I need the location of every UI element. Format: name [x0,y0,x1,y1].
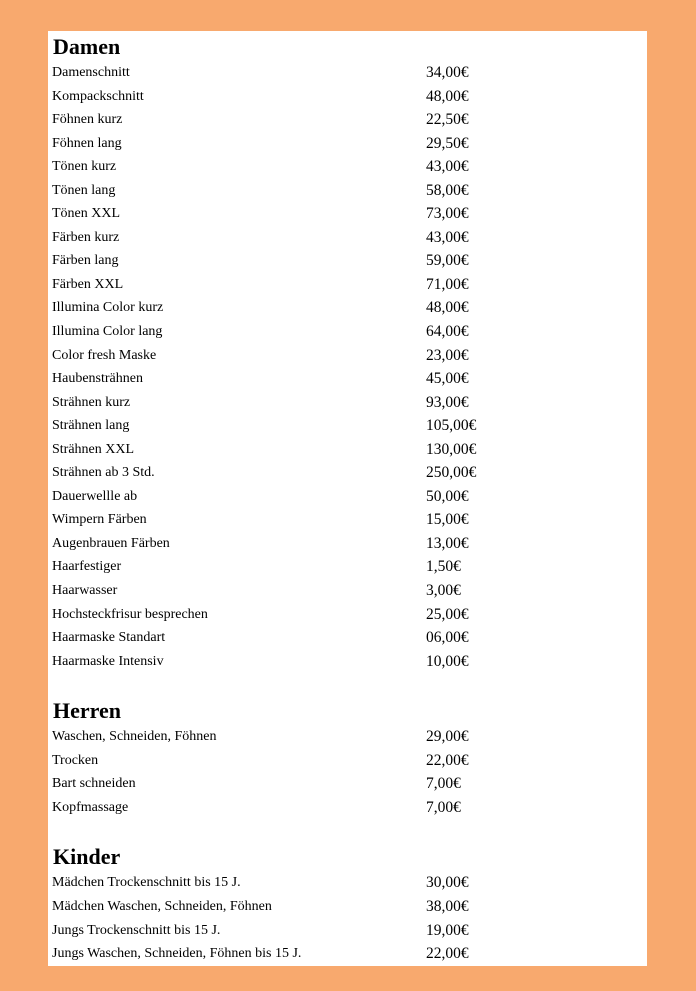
service-price: 7,00€ [426,775,461,793]
service-name: Färben lang [52,253,119,269]
service-price: 22,00€ [426,751,469,769]
price-row [48,296,647,320]
service-price: 93,00€ [426,393,469,411]
service-name: Strähnen ab 3 Std. [52,465,155,481]
price-row [48,367,647,391]
service-name: Damenschnitt [52,65,130,80]
service-name: Augenbrauen Färben [52,535,170,551]
service-name: Haarmaske Standart [52,630,166,646]
price-row [48,61,647,85]
price-row [48,725,647,749]
service-name: Mädchen Trockenschnitt bis 15 J. [52,875,241,891]
service-name: Strähnen XXL [52,441,135,457]
price-row [48,438,647,462]
price-row [48,749,647,773]
price-list-panel [48,31,647,966]
price-row [48,796,647,820]
price-row [48,871,647,895]
service-name: Jungs Waschen, Schneiden, Föhnen bis 15 J. [52,946,302,962]
section-damen [48,31,647,673]
service-price: 38,00€ [426,897,469,915]
service-name: Waschen, Schneiden, Föhnen [52,729,217,745]
price-row [48,226,647,250]
service-price: 29,00€ [426,728,469,746]
price-row [48,249,647,273]
service-name: Tönen kurz [52,159,117,175]
service-price: 25,00€ [426,605,469,623]
service-name: Kompackschnitt [52,88,144,104]
service-name: Illumina Color lang [52,324,163,340]
price-row [48,508,647,532]
price-row [48,344,647,368]
service-price: 59,00€ [426,252,469,270]
service-name: Strähnen kurz [52,394,131,410]
service-price: 43,00€ [426,158,469,176]
service-price: 105,00€ [426,417,477,435]
service-name: Trocken [52,752,99,768]
service-name: Föhnen kurz [52,112,123,128]
service-price: 34,00€ [426,64,469,81]
service-name: Mädchen Waschen, Schneiden, Föhnen [52,898,272,914]
price-row [48,942,647,966]
price-row [48,273,647,297]
service-price: 64,00€ [426,323,469,341]
service-price: 13,00€ [426,534,469,552]
section-heading: Herren [53,698,122,724]
price-row [48,202,647,226]
price-row [48,650,647,674]
service-name: Föhnen lang [52,135,122,151]
service-name: Wimpern Färben [52,512,147,528]
service-name: Haarmaske Intensiv [52,653,164,669]
price-row [48,85,647,109]
service-name: Haubensträhnen [52,371,143,387]
service-price: 29,50€ [426,134,469,152]
service-name: Tönen XXL [52,206,121,222]
service-name: Tönen lang [52,182,116,198]
price-row [48,895,647,919]
service-price: 23,00€ [426,346,469,364]
service-name: Hochsteckfrisur besprechen [52,606,208,622]
section-heading: Damen [53,34,121,59]
service-name: Färben XXL [52,276,124,292]
price-row [48,108,647,132]
service-name: Färben kurz [52,229,120,245]
section-heading: Kinder [53,844,121,870]
service-price: 22,00€ [426,945,469,963]
service-price: 15,00€ [426,511,469,529]
service-name: Kopfmassage [52,799,129,815]
service-name: Color fresh Maske [52,347,157,363]
service-name: Jungs Trockenschnitt bis 15 J. [52,922,221,938]
service-price: 10,00€ [426,652,469,670]
service-price: 50,00€ [426,487,469,505]
price-row [48,626,647,650]
price-row [48,555,647,579]
service-name: Haarwasser [52,583,118,599]
service-price: 1,50€ [426,558,461,576]
section-herren [48,695,647,819]
service-price: 30,00€ [426,874,469,892]
price-row [48,155,647,179]
price-row [48,132,647,156]
service-price: 130,00€ [426,440,477,458]
service-price: 06,00€ [426,629,469,647]
service-price: 250,00€ [426,464,477,482]
price-row [48,391,647,415]
price-row [48,485,647,509]
service-price: 58,00€ [426,181,469,199]
price-row [48,461,647,485]
price-row [48,579,647,603]
price-row [48,772,647,796]
service-price: 7,00€ [426,798,461,816]
service-price: 48,00€ [426,87,469,105]
service-name: Haarfestiger [52,559,122,575]
service-price: 22,50€ [426,111,469,129]
service-price: 48,00€ [426,299,469,317]
price-row [48,179,647,203]
service-price: 3,00€ [426,582,461,600]
service-name: Strähnen lang [52,418,130,434]
service-price: 45,00€ [426,370,469,388]
service-price: 71,00€ [426,275,469,293]
price-row [48,414,647,438]
service-name: Illumina Color kurz [52,300,164,316]
service-price: 19,00€ [426,921,469,939]
service-name: Bart schneiden [52,776,136,792]
price-row [48,320,647,344]
price-row [48,603,647,627]
service-name: Dauerwellle ab [52,488,138,504]
section-kinder [48,841,647,965]
price-row [48,532,647,556]
service-price: 73,00€ [426,205,469,223]
service-price: 43,00€ [426,228,469,246]
price-row [48,919,647,943]
